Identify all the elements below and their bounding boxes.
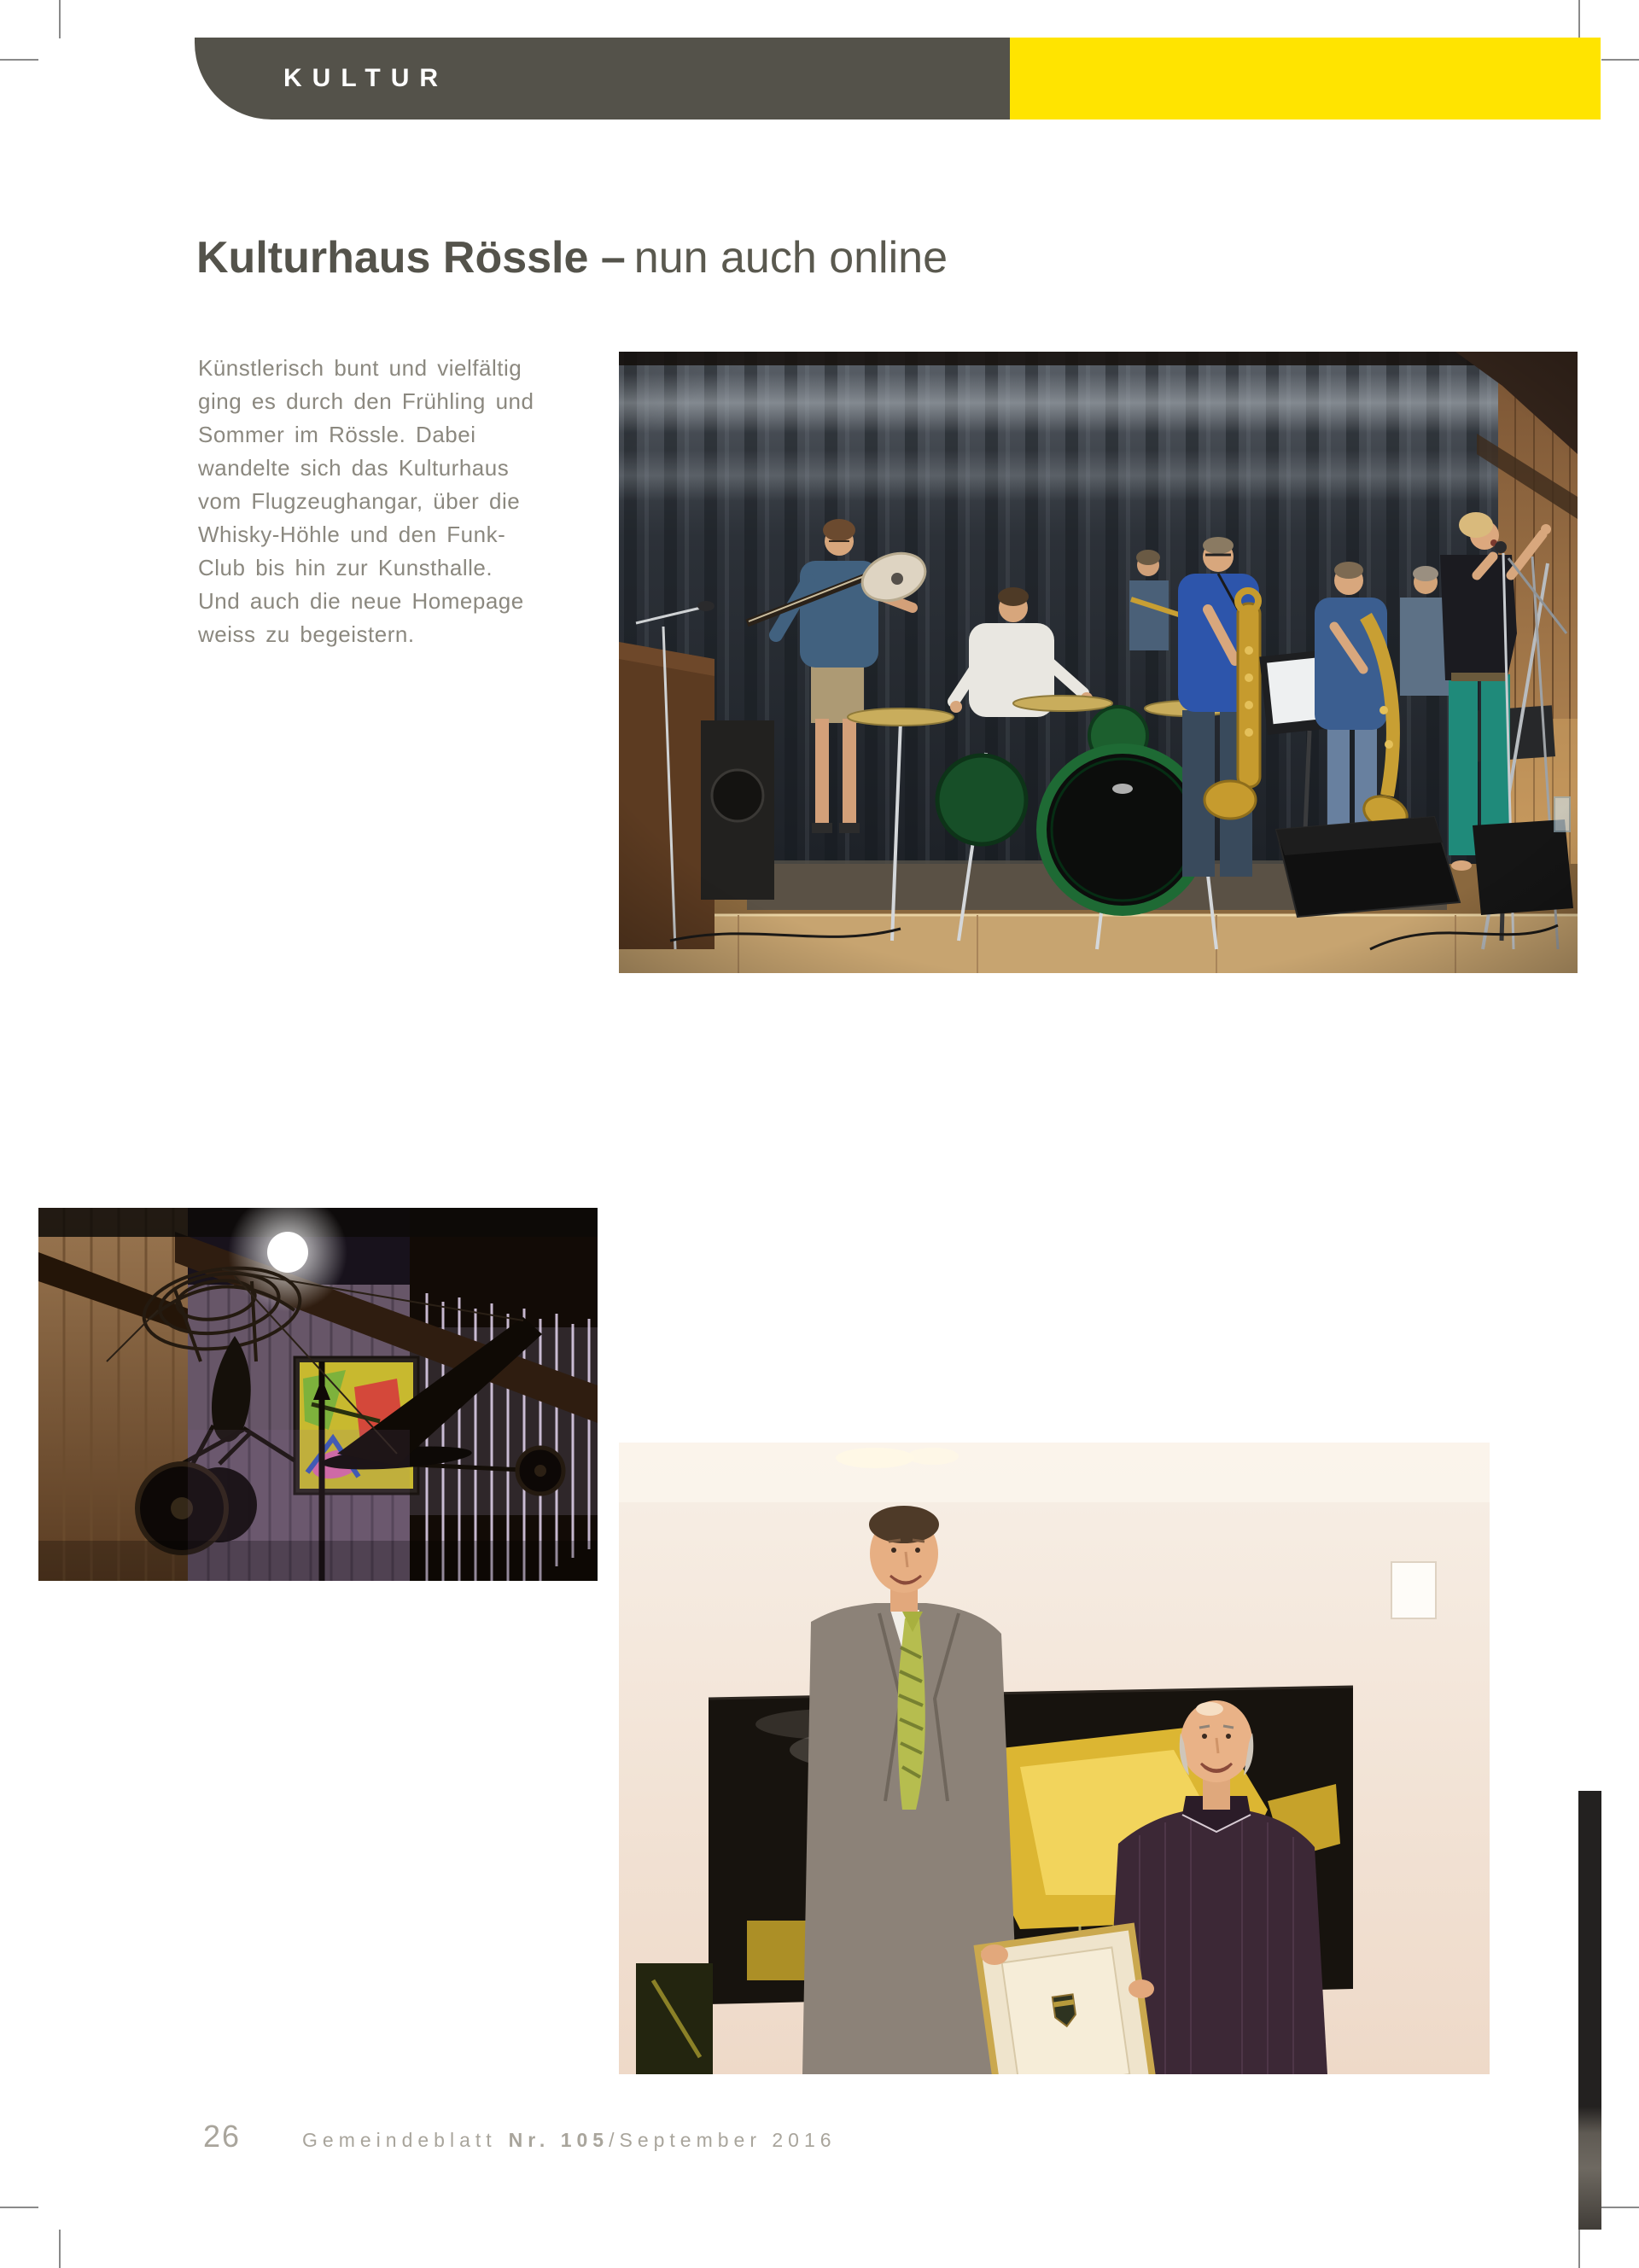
article-title-sub: nun auch online bbox=[633, 233, 948, 283]
text-line: Club bis hin zur Kunsthalle. bbox=[198, 555, 493, 580]
award-presentation-photo bbox=[619, 1443, 1490, 2074]
hand-left-man bbox=[981, 1944, 1008, 1965]
journal-name: Gemeindeblatt bbox=[302, 2129, 497, 2151]
text-line: ging es durch den Frühling und bbox=[198, 388, 534, 414]
article-title-main: Kulturhaus Rössle – bbox=[196, 233, 626, 283]
text-line: wandelte sich das Kulturhaus bbox=[198, 455, 510, 481]
crop-mark-top-right-v bbox=[1578, 0, 1580, 38]
crop-mark-top-right-h bbox=[1601, 59, 1639, 61]
page-footer bbox=[203, 2119, 837, 2154]
award-photo-illustration bbox=[619, 1443, 1490, 2074]
hand-right-man bbox=[1129, 1979, 1154, 1998]
crop-mark-top-left-v bbox=[59, 0, 61, 38]
issue-number: Nr. 105 bbox=[508, 2129, 610, 2151]
crop-mark-bottom-left-h bbox=[0, 2207, 38, 2208]
crop-mark-bottom-left-v bbox=[59, 2230, 61, 2268]
page-number: 26 bbox=[203, 2119, 242, 2154]
intro-paragraph bbox=[198, 352, 599, 651]
band-photo-illustration bbox=[619, 352, 1578, 973]
gallery-ceiling-lights bbox=[619, 1443, 1490, 1502]
section-label: KULTUR bbox=[283, 64, 449, 92]
text-line: weiss zu begeistern. bbox=[198, 621, 415, 647]
band-photo bbox=[619, 352, 1578, 973]
issue-date: /September 2016 bbox=[609, 2129, 837, 2151]
crop-mark-top-left-h bbox=[0, 59, 38, 61]
framed-certificate bbox=[973, 1923, 1158, 2074]
crop-mark-bottom-right-v bbox=[1578, 2230, 1580, 2268]
accent-yellow-bar bbox=[1010, 38, 1601, 120]
text-line: Whisky-Höhle und den Funk- bbox=[198, 522, 506, 547]
issue-info bbox=[509, 2129, 837, 2151]
art-photo-illustration bbox=[38, 1208, 598, 1581]
text-line: Sommer im Rössle. Dabei bbox=[198, 422, 476, 447]
text-line: Künstlerisch bunt und vielfältig bbox=[198, 355, 522, 381]
section-header-bar bbox=[195, 38, 1010, 120]
art-installation-photo bbox=[38, 1208, 598, 1581]
article-title bbox=[196, 232, 948, 283]
adjacent-page-bleed bbox=[1578, 1791, 1601, 2230]
wall-label-panel bbox=[1391, 1562, 1436, 1618]
side-artwork-sliver bbox=[636, 1963, 713, 2074]
crop-mark-bottom-right-h bbox=[1601, 2207, 1639, 2208]
text-line: Und auch die neue Homepage bbox=[198, 588, 524, 614]
text-line: vom Flugzeughangar, über die bbox=[198, 488, 521, 514]
